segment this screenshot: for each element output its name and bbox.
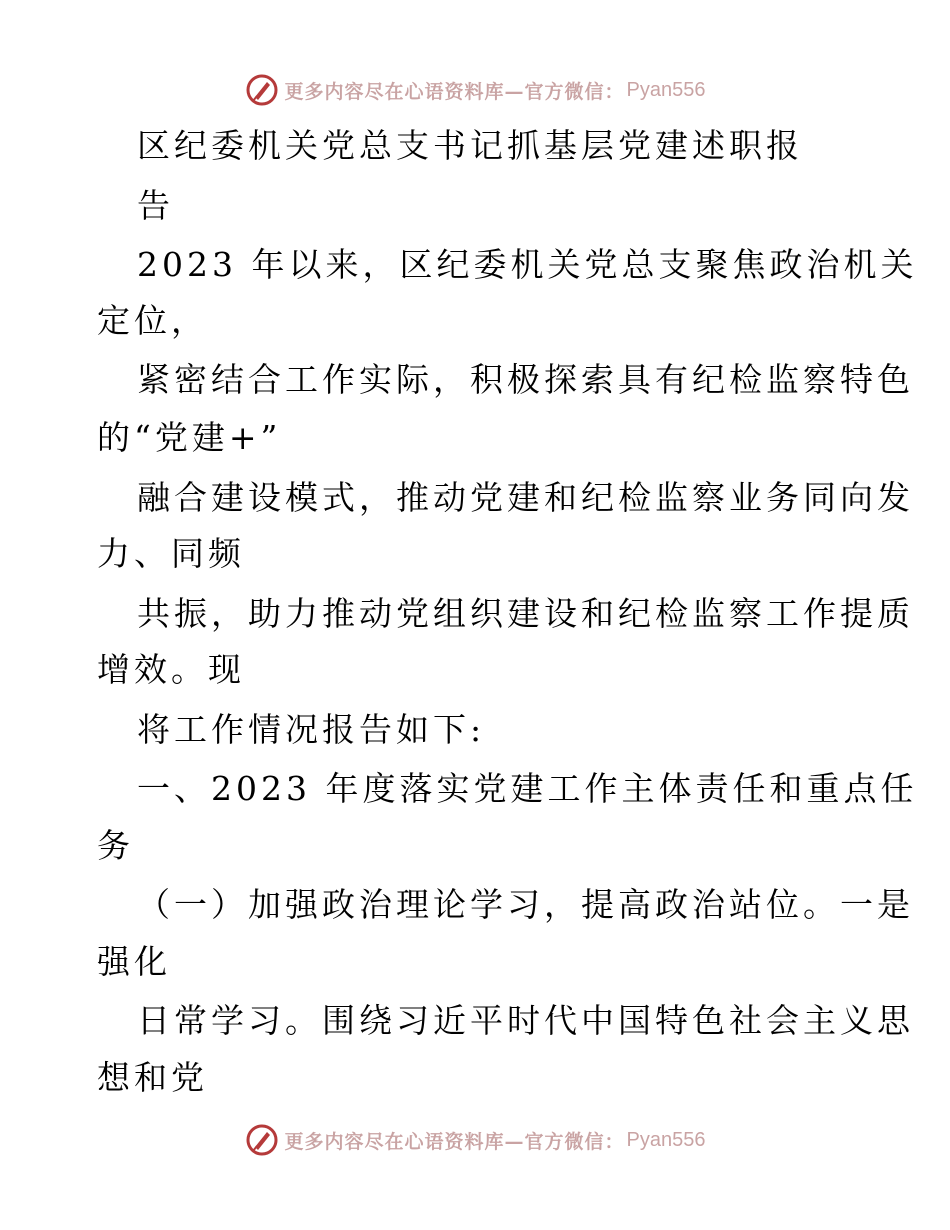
text-line: 告 [137, 186, 174, 225]
text-line: 增效。现 [97, 650, 245, 689]
text-line: 定位， [97, 301, 208, 340]
watermark-text: 更多内容尽在心语资料库—官方微信： [284, 1130, 625, 1153]
text-line: 融合建设模式，推动党建和纪检监察业务同向发 [137, 478, 914, 517]
text-line: 力、同频 [97, 534, 245, 573]
text-line: 共振，助力推动党组织建设和纪检监察工作提质 [137, 594, 914, 633]
watermark-text: 更多内容尽在心语资料库—官方微信： [284, 80, 625, 103]
pen-nib-seal-icon [245, 1123, 279, 1157]
text-line: 紧密结合工作实际，积极探索具有纪检监察特色 [137, 360, 914, 399]
watermark-wechat-id: Pyan556 [626, 1128, 706, 1151]
text-line: 一、2023 年度落实党建工作主体责任和重点任 [137, 769, 918, 808]
text-line: 2023 年以来，区纪委机关党总支聚焦政治机关 [137, 245, 918, 284]
text-line: 想和党 [97, 1058, 208, 1097]
header-watermark [0, 70, 950, 110]
footer-watermark [0, 1120, 950, 1160]
text-line: 务 [97, 826, 134, 865]
text-line: （一）加强政治理论学习，提高政治站位。一是 [137, 885, 914, 924]
text-line: 的“党建+” [97, 418, 282, 457]
text-line: 强化 [97, 942, 171, 981]
pen-nib-seal-icon [245, 73, 279, 107]
text-line: 将工作情况报告如下: [137, 710, 486, 749]
watermark-wechat-id: Pyan556 [626, 78, 706, 101]
text-line: 区纪委机关党总支书记抓基层党建述职报 [137, 126, 803, 165]
text-line: 日常学习。围绕习近平时代中国特色社会主义思 [137, 1001, 914, 1040]
